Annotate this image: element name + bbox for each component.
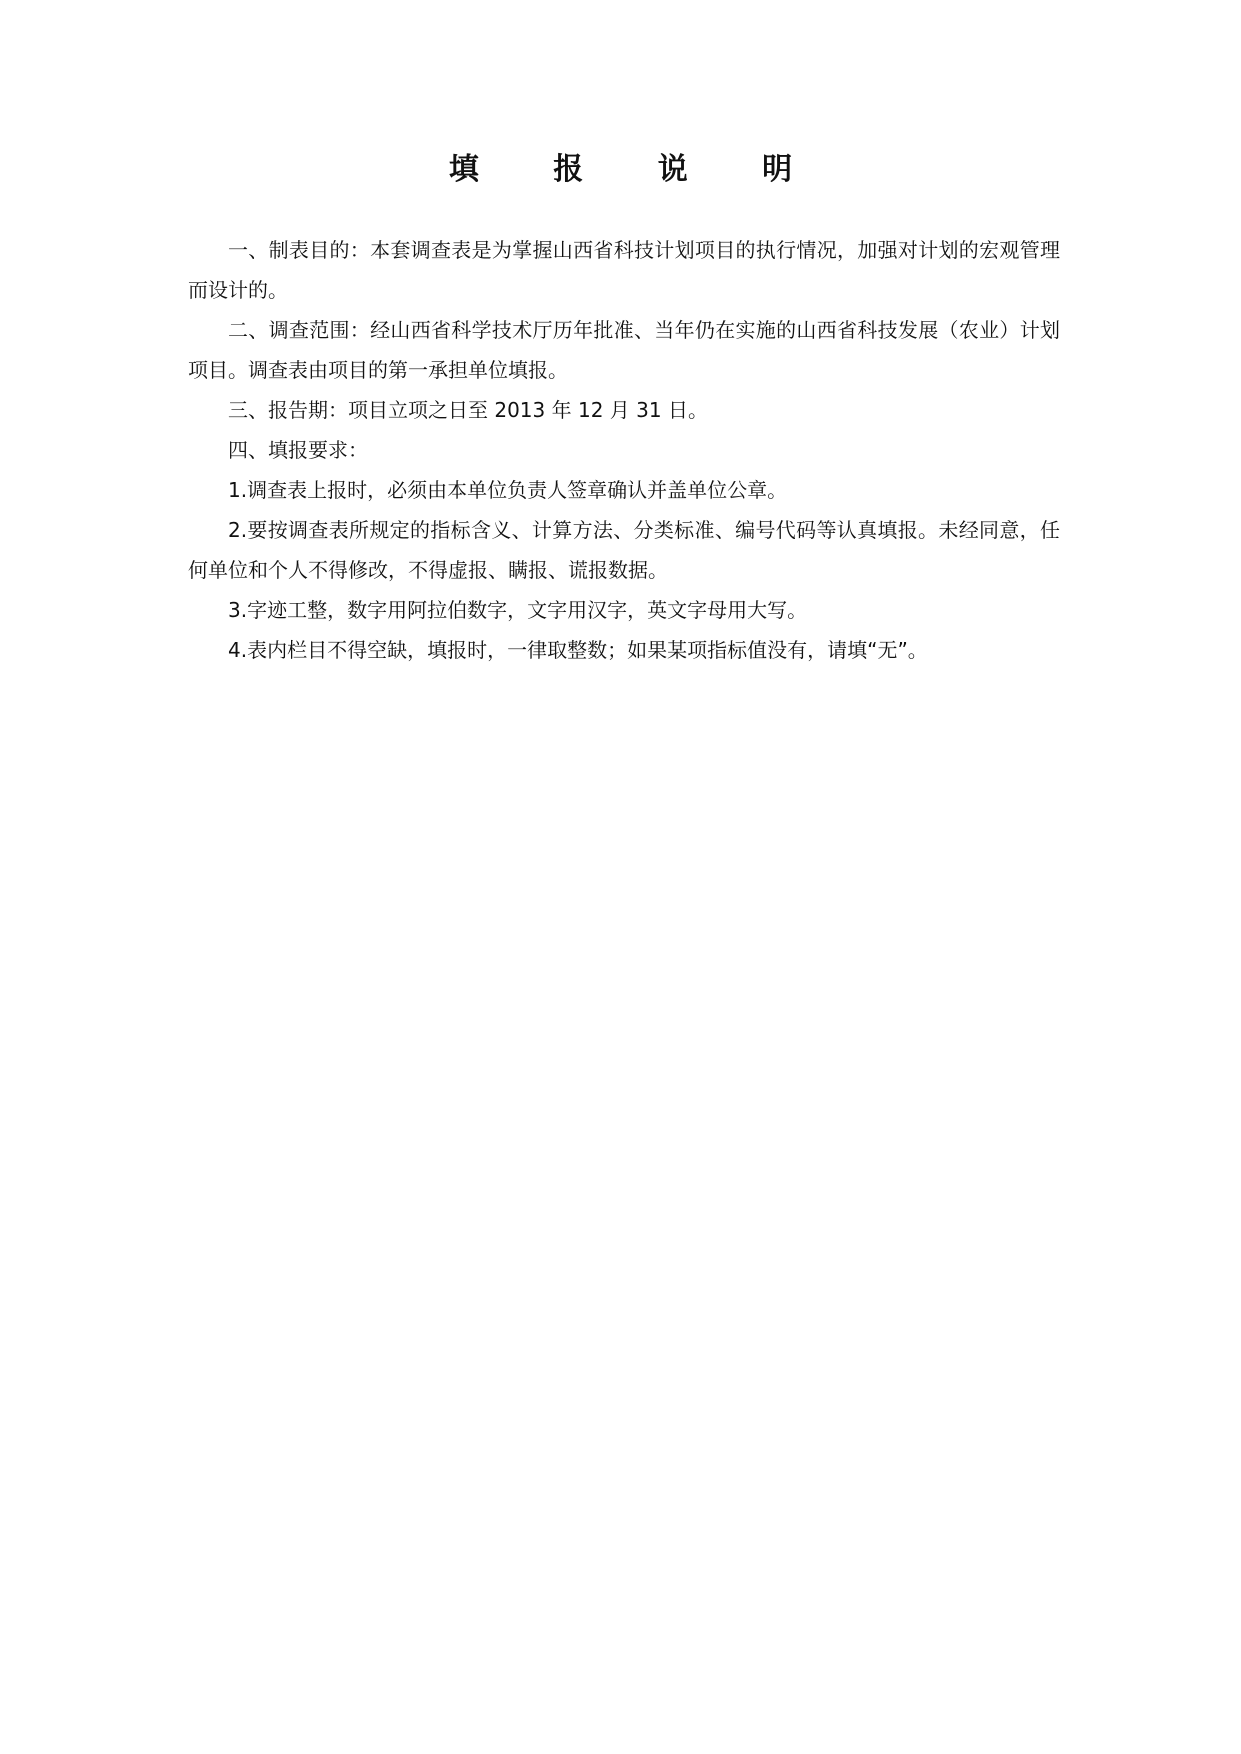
requirement-item-4: 4.表内栏目不得空缺，填报时，一律取整数；如果某项指标值没有，请填“无”。 <box>228 638 928 662</box>
section-purpose: 一、制表目的：本套调查表是为掌握山西省科技计划项目的执行情况，加强对计划的宏观管理而设计的。 <box>188 238 1060 302</box>
page-title: 填 报 说 明 <box>448 152 825 187</box>
section-report-period: 三、报告期：项目立项之日至 2013 年 12 月 31 日。 <box>228 398 708 422</box>
requirement-item-3: 3.字迹工整，数字用阿拉伯数字，文字用汉字，英文字母用大写。 <box>228 598 808 622</box>
requirement-item-2: 2.要按调查表所规定的指标含义、计算方法、分类标准、编号代码等认真填报。未经同意，任何单位和个人不得修改，不得虚报、瞒报、谎报数据。 <box>188 518 1060 582</box>
requirement-item-1: 1.调查表上报时，必须由本单位负责人签章确认并盖单位公章。 <box>228 478 788 502</box>
instructions-body <box>188 230 1060 670</box>
section-requirements-heading: 四、填报要求： <box>228 438 368 462</box>
section-scope: 二、调查范围：经山西省科学技术厅历年批准、当年仍在实施的山西省科技发展（农业）计划项目。调查表由项目的第一承担单位填报。 <box>188 318 1060 382</box>
